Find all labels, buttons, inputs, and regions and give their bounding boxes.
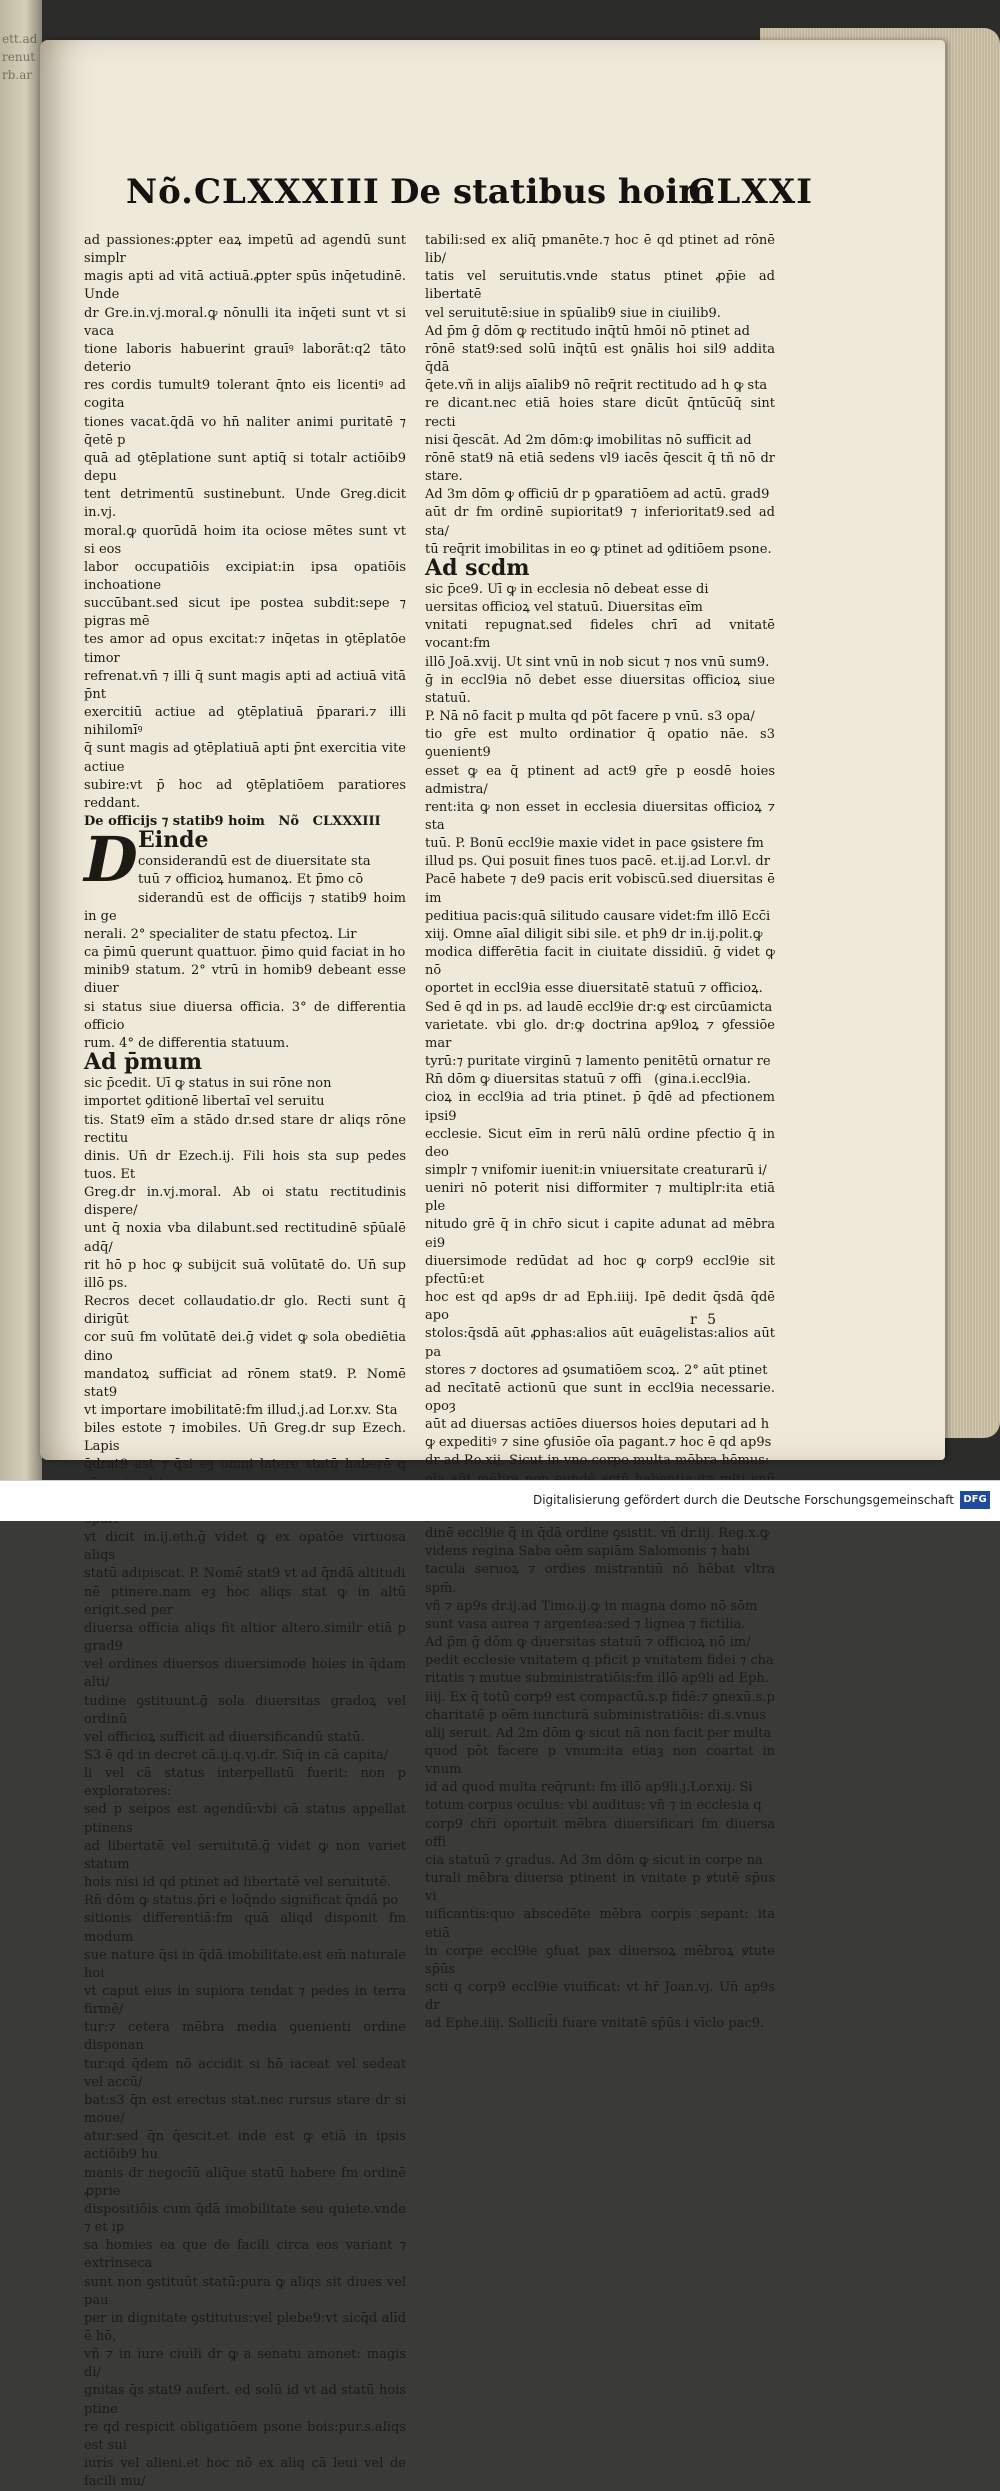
text-line: subire:vt p̄ hoc ad ꝯtēplatiōem paratiores reddant. [84,777,411,811]
text-line: rum. 4° de differentia statuum. [84,1035,290,1051]
text-line: tione laboris habuerint grauīꝰ laborāt:q2 tāto deterio [84,341,411,376]
text-line: corp9 chr̄i oportuit mēbra diuersificari fm diuersa offi [425,1816,780,1850]
text-line: ca p̄imū querunt quattuor. p̄imo quid faciat in ho [84,945,406,961]
text-line: re dicant.nec etiā hoies stare dicūt q̄ntūcūq̄ sint recti [425,396,780,430]
text-line: rōnē stat9 nā etiā sedens vl9 iacēs q̄escit q̄ tñ nō dr stare. [425,450,780,485]
text-line: importet ꝯditionē libertaī vel seruitu [84,1094,325,1110]
text-line: nerali. 2° specialiter de statu pfectoꝝ. Lir [84,926,357,942]
text-line: scti q corp9 eccl9ie viuificat: vt hr̄ Joan.vj. Un̄ ap9s dr [425,1980,780,2014]
text-line: stores ⁊ doctores ad ꝯsumatiōem scoꝝ. 2° aūt ptinet [425,1362,768,1378]
right-column-bottom-text [425,581,780,2034]
text-line: considerandū est de diuersitate sta [138,854,371,870]
text-line: minib9 statum. 2° vtrū in homib9 debeant esse diuer [84,963,411,997]
text-line: nē ptinere.nam eȝ hoc aliqs stat ꝙ in altū erigit.sed per [84,1584,411,1618]
text-line: tio gr̄e est multo ordinatior q̄ opatio nāe. s3 ꝯuenient9 [425,727,780,761]
text-line: res cordis tumult9 tolerant q̄nto eis licentiꝰ ad cogita [84,378,411,412]
ad-secundum-word: Ad scdm [425,554,530,581]
text-line: quā ad ꝯtēplatione sunt aptiq̄ si totalr actiōib9 depu [84,450,411,485]
text-line: xiij. Omne aīal diligit sibi sile. et ph9 dr in.ij.polit.ꝙ [425,926,763,942]
text-line: stolos:q̄sdā aūt ꝓphas:alios aūt euāgelistas:alios aūt pa [425,1326,780,1360]
text-line: vel seruitutē:siue in spūalib9 siue in ciuilib9. [425,305,721,321]
text-line: vel ordines diuersos diuersimode hoies in q̄dam alti/ [84,1657,411,1691]
text-line: sic p̄ce9. Uī ꝙ in ecclesia nō debeat esse di [425,581,709,597]
text-line: modica differētia facit in ciuitate dissidiū. ḡ videt ꝙ nō [425,945,780,979]
text-line: cia statuū ⁊ gradus. Ad 3m dōm ꝙ sicut in corpe na [425,1852,763,1868]
text-line: nisi q̄escāt. Ad 2m dōm:ꝙ imobilitas nō sufficit ad [425,432,752,448]
text-line: ꝙ expeditiꝰ ⁊ sine ꝯfusiōe oīa pagant.⁊ hoc ē qd ap9s [425,1435,772,1451]
text-line: esset ꝙ ea q̄ ptinent ad act9 gr̄e p eosdē hoies admistra/ [425,763,780,797]
text-line: labor occupatiōis excipiat:in ipsa opatiōis inchoatione [84,559,411,593]
text-line: diuersa officia aliqs fit altior altero.similr etiā p grad9 [84,1620,411,1655]
text-line: tuū ⁊ officioꝝ humanoꝝ. Et p̄mo cō [138,872,364,888]
text-line: in corpe eccl9ie ꝯfuat pax diuersoꝝ mēbroꝝ ꝟtute sp̄ūs [425,1943,780,1977]
text-line: manis dr negocīū aliq̄ue statū habere fm ordinē ꝓprie [84,2165,411,2199]
text-line: charitatē p oēm iuncturā subministratiōis: di.s.vnus [425,1707,767,1723]
section-heading: De officijs ⁊ statib9 hoim Nõ CLXXXIII [84,814,381,829]
text-line: sa homies ea que de facili circa eos variant ⁊ extrinseca [84,2238,411,2272]
text-line: rent:ita ꝙ non esset in ecclesia diuersitas officioꝝ ⁊ sta [425,799,780,833]
text-line: ueniri nō poterit nisi difformiter ⁊ multiplr:ita etiā ple [425,1181,780,1215]
left-column-top-text [84,232,411,813]
text-line: Rn̄ dōm ꝙ status.p̄ri e loq̄ndo significat q̄ndā po [84,1893,399,1909]
lead-word: Einde [138,827,209,854]
text-line: q̄ sunt magis ad ꝯtēplatiuā apti p̄nt exercitia vite actiue [84,741,411,775]
text-line: Ad p̄m ḡ dōm ꝙ rectitudo inq̄tū hmōi nō ptinet ad [425,323,750,339]
folio-number: CLXXI [688,172,813,212]
text-line: q̄drat9 est ⁊ q̄si eȝ omni latere statū haberē q [84,1457,406,1473]
text-line: ad necītatē actionū que sunt in eccl9ia necessarie. opoȝ [425,1380,780,1414]
text-line: S3 ē qd in decret cā.ij.q.vj.dr. Siq̄ in cā capita/ [84,1747,389,1763]
text-line: peditiua pacis:quā silitudo causare videt:fm illō Ecc̄i [425,908,771,924]
text-line: tuū. P. Bonū eccl9ie maxie videt in pace ꝯsistere fm [425,836,764,852]
text-line: iuris vel alieni.et hoc nō ex aliq cā leui vel de facili mu/ [84,2456,411,2490]
text-line: illō Joā.xvij. Ut sint vnū in nob sicut ⁊ nos vnū sum9. [425,654,770,670]
text-line: tur:⁊ cetera mēbra media ꝯuenienti ordine disponan [84,2020,411,2054]
text-line: biles estote ⁊ imobiles. Un̄ Greg.dr sup Ezech. Lapis [84,1421,411,1455]
text-line: nitudo grē q̄ in chr̄o sicut i capite adunat ad mēbra ei9 [425,1217,780,1251]
text-line: Ad 3m dōm ꝙ officiū dr p ꝯparatiōem ad actū. grad9 [425,487,770,503]
text-line: aūt dr fm ordinē supioritat9 ⁊ inferioritat9.sed ad sta/ [425,505,780,539]
text-line: Sed ē qd in ps. ad laudē eccl9ie dr:ꝙ est circūamicta [425,999,773,1015]
text-line: vel officioꝝ sufficit ad diuersificandū statū. [84,1729,365,1745]
text-line: si status siue diuersa officia. 3° de differentia officio [84,999,411,1033]
ad-primum-word: Ad p̄mum [84,1049,203,1076]
text-line: tes amor ad opus excitat:⁊ inq̄etas in ꝯtēplatōe timor [84,632,411,666]
section-opening [84,823,411,1053]
text-line: simplr ⁊ vnifomir iuenit:in vniuersitate creaturarū i/ [425,1162,767,1178]
dfg-logo-icon: DFG [960,1491,990,1509]
text-line: rit hō p hoc ꝙ subijcit suā volūtatē do. Un̄ sup illō ps. [84,1257,411,1291]
text-line: tū req̄rit imobilitas in eo ꝙ ptinet ad ꝯditiōem psone. [425,541,772,557]
left-column [84,232,411,2490]
text-line: turali mēbra diuersa ptinent in vnitate p ꝟtutē sp̄us vi [425,1871,780,1905]
text-line: Ad p̄m ḡ dōm ꝙ diuersitas statuū ⁊ officioꝝ nō im/ [425,1635,751,1651]
text-line: vt dicit in.ij.eth.ḡ videt ꝙ ex opatōe virtuosa aliqs [84,1530,411,1564]
text-line: gnitas q̄s stat9 aufert. ed solū id vt ad statū hois ptine [84,2383,411,2417]
text-line: bat:s3 q̄n est erectus stat.nec rursus stare dr si moue/ [84,2092,411,2127]
text-line: sic p̄cedit. Uī ꝙ status in sui rōne non [84,1076,332,1092]
text-line: pedit ecclesie vnitatem q pficit p vnitatem fidei ⁊ cha [425,1653,774,1669]
running-head-left: Nõ.CLXXXIII [126,172,380,212]
text-line: vñ ⁊ ap9s dr.ij.ad Timo.ij.ꝙ in magna domo nō sōm [425,1598,758,1614]
text-line: rōnē stat9:sed solū inq̄tū est ꝯnālis hoi sil9 addita q̄dā [425,341,780,376]
text-line: tacula seruoꝝ ⁊ ordies mistrantiū nō hēbat vltra spm̄. [425,1562,780,1596]
text-line: hois nisi id qd ptinet ad libertatē vel seruitutē. [84,1875,392,1891]
text-line: dr Gre.in.vj.moral.ꝙ nōnulli ita inq̄eti sunt vt si vaca [84,305,411,339]
text-line: ad libertatē vel seruitutē.ḡ videt ꝙ non variet statum [84,1838,411,1872]
text-line: videns regina Saba oēm sapiām Salomonis ⁊ habi [425,1544,750,1560]
running-head [78,172,813,220]
text-line: dinis. Un̄ dr Ezech.ij. Fili hois sta sup pedes tuos. Et [84,1148,411,1182]
footer-bar [0,1480,1000,1521]
text-line: Recros decet collaudatio.dr glo. Recti sunt q̄ dirigūt [84,1294,411,1328]
text-line: Pacē habete ⁊ de9 pacis erit vobiscū.sed diuersitas ē im [425,872,780,906]
text-line: diuersimode redūdat ad hoc ꝙ corp9 eccl9ie sit pfectū:et [425,1253,780,1287]
text-line: ḡ in eccl9ia nō debet esse diuersitas officioꝝ siue statuū. [425,672,780,706]
text-line: uersitas officioꝝ vel statuū. Diuersitas eīm [425,600,703,616]
text-line: succūbant.sed sicut ipe postea subdit:sepe ⁊ pigras mē [84,596,411,630]
text-line: q̄ete.vñ in alijs aīalib9 nō req̄rit rectitudo ad h ꝙ sta [425,378,768,394]
text-line: re qd respicit obligatiōem psone bois:pur.s.aliqs est sui [84,2419,411,2453]
left-column-bottom-text [84,1075,411,2491]
text-line: tyrū:⁊ puritate virginū ⁊ lamento penitētū ornatur re [425,1054,771,1070]
text-line: quod pōt facere p vnum:ita etiaȝ non coartat in vnum [425,1743,780,1778]
text-line: id ad quod multa req̄runt: fm illō ap9li.j.Lor.xij. Si [425,1780,753,1796]
text-line: magis apti ad vitā actiuā.ꝓpter spūs inq̄etudinē. Unde [84,269,411,303]
text-line: varietate. vbi glo. dr:ꝙ doctrina ap9loꝝ ⁊ ꝯfessiōe mar [425,1017,780,1051]
text-line: tatis vel seruitutis.vnde status ptinet ꝓp̄ie ad libertatē [425,269,780,303]
drop-initial: D [84,823,138,897]
text-line: dr ad Ro.xij. Sicut in vno corpe multa mēbra hēmus: [425,1453,770,1469]
text-line: oportet in eccl9ia esse diuersitatē statuū ⁊ officioꝝ. [425,981,763,997]
right-column-top-text [425,232,780,559]
text-line: moral.ꝙ quorūdā hoim ita ociose mētes sunt vt si eos [84,523,411,557]
text-line: sunt non ꝯstituūt statū:pura ꝙ aliqs sit diues vel pau [84,2274,411,2308]
text-line: iiij. Ex q̄ totū corp9 est compactū.s.p fidē:⁊ ꝯnexū.s.p [425,1689,775,1705]
text-line: refrenat.vn̄ ⁊ illi q̄ sunt magis apti ad actiuā vitā p̄nt [84,668,411,702]
text-line: dinē eccl9ie q̄ in q̄dā ordine ꝯsistit. vñ dr.iij. Reg.x.ꝙ [425,1526,770,1542]
text-line: vnitati repugnat.sed fideles chrī ad vnitatē vocant:fm [425,618,780,652]
text-line: atur:sed q̄n q̄escit.et inde est ꝙ etiā in ipsis actiōib9 hu [84,2129,411,2163]
text-line: exercitiū actiue ad ꝯtēplatiuā p̄parari.⁊ illi nihilomīꝰ [84,705,411,739]
text-line: tur:qd q̄dem nō accidit si hō iaceat vel sedeat vel accū/ [84,2056,411,2090]
text-line: ad passiones:ꝓpter eaꝝ impetū ad agendū sunt simplr [84,233,411,267]
text-line: cioꝝ in eccl9ia ad tria ptinet. p̄ q̄dē ad pfectionem ipsi9 [425,1090,780,1124]
text-line: alij seruit. Ad 2m dōm ꝙ sicut nā non facit per multa [425,1725,772,1741]
text-line: sitionis differentiā:fm quā aliqd disponit fm modum [84,1911,411,1945]
text-line: ad Ephe.iiij. Sollicit̄i fuare vnitatē sp̄ūs i vīclo pac9. [425,2016,765,2032]
text-line: sue nature q̄si in q̄dā imobilitate.est em̄ naturale hoi [84,1947,411,1981]
text-line: tent detrimentū sustinebunt. Unde Greg.dicit in.vj. [84,487,411,521]
text-line: statū adipiscat. P. Nomē stat9 vt ad q̄ndā altitudi [84,1566,406,1582]
text-line: Rn̄ dōm ꝙ diuersitas statuū ⁊ offi (gina.i.eccl9ia. [425,1072,751,1088]
text-line: illud ps. Qui posuit fines tuos pacē. et.ij.ad Lor.vl. dr [425,854,770,870]
previous-page-text: ett.adrenutrb.ar [2,32,38,82]
text-line: ecclesie. Sicut eīm in rerū nālū ordine pfectio q̄ in deo [425,1126,780,1160]
text-line: li vel cā status interpellatū fuerit: non p exploratores: [84,1766,411,1800]
text-line: per in dignitate ꝯstitutus:vel plebe9:vt sicq̄d alīd ē hō, [84,2310,411,2344]
text-line: mandatoꝝ sufficiat ad rōnem stat9. P. Nomē stat9 [84,1366,411,1400]
text-line: totum corpus oculus: vbi auditus: vñ ⁊ in ecclesia q [425,1798,762,1814]
text-line: tudine ꝯstituunt.ḡ sola diuersitas gradoꝝ vel ordinū [84,1693,411,1727]
text-line: P. Nā nō facit p multa qd pōt facere p vnū. s3 opa/ [425,709,755,725]
text-line: tis. Stat9 eīm a stādo dr.sed stare dr aliqs rōne rectitu [84,1112,411,1146]
text-line: dispositiōis cum q̄dā imobilitate seu quiete.vnde ⁊ et ip [84,2201,411,2236]
text-line: siderandū est de officijs ⁊ statib9 hoim in ge [84,890,411,924]
text-line: hoc est qd ap9s dr ad Eph.iiij. Ipē dedit q̄sdā q̄dē apo [425,1290,780,1324]
text-line: tiones vacat.q̄dā vo hn̄ naliter animi puritatē ⁊ q̄etē p [84,414,411,448]
text-line: vt importare imobilitatē:fm illud.j.ad Lor.xv. Sta [84,1403,398,1418]
text-line: uificantis:quo abscedēte mēbra corpis sepant: ita etiā [425,1907,780,1941]
text-line: sunt vasa aurea ⁊ argentea:sed ⁊ lignea ⁊ fictilia. [425,1616,746,1632]
text-line: ritatis ⁊ mutue subministratiōis:fm illō ap9li ad Eph. [425,1671,769,1687]
signature-mark: r 5 [690,1312,720,1328]
running-head-title: De statibus hoim [390,172,715,212]
previous-page-edge [0,0,42,1480]
text-line: Greg.dr in.vj.moral. Ab oi statu rectitudinis dispere/ [84,1185,411,1219]
text-line: aūt ad diuersas actiōes diuersos hoies deputari ad h [425,1417,770,1433]
funding-credit: Digitalisierung gefördert durch die Deutsche Forschungsgemeinschaft [532,1493,954,1507]
text-line: tabili:sed ex aliq̄ pmanēte.⁊ hoc ē qd ptinet ad rōnē lib/ [425,233,780,267]
text-line: cor suū fm volūtatē dei.ḡ videt ꝙ sola obediētia dino [84,1330,411,1364]
text-line: vt caput eius in supiora tendat ⁊ pedes in terra firmē/ [84,1984,411,2018]
text-line: vñ ⁊ in iure ciuili dr ꝙ a senatu amonet: magis di/ [84,2347,411,2381]
text-line: unt q̄ noxia vba dilabunt.sed rectitudinē sp̄ūalē adq̄/ [84,1221,411,1255]
text-line: sed p seipos est agendū:vbi cā status appellat ptinens [84,1802,411,1836]
